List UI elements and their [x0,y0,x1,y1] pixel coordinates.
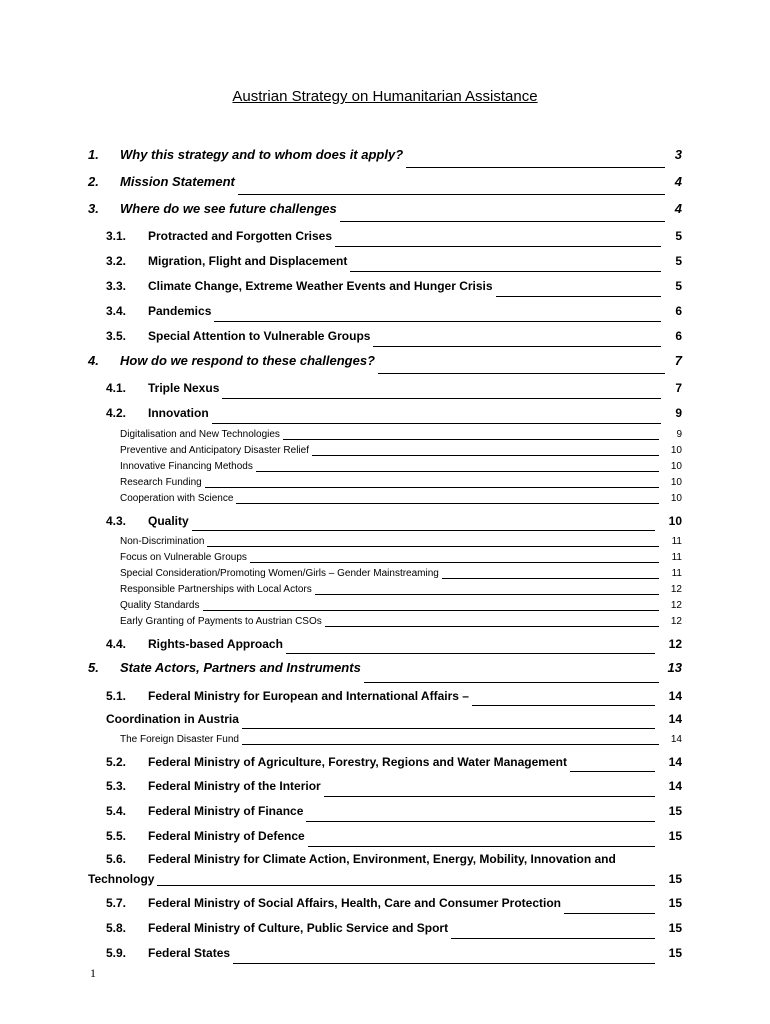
toc-label: Federal Ministry of Agriculture, Forestry, Regions and Water Management [148,755,567,769]
toc-page: 11 [671,568,682,579]
toc-entry-5-3[interactable] [88,775,682,800]
toc-page: 9 [676,429,682,440]
toc-entry-3[interactable] [88,198,682,225]
toc-page: 6 [675,329,682,343]
toc-label: Innovative Financing Methods [120,461,253,472]
toc-leader [335,246,661,247]
toc-number: 3.5. [106,329,127,343]
toc-entry-5-4[interactable] [88,800,682,825]
toc-number: 5.6. [106,852,127,866]
toc-entry-5-1-a[interactable] [88,732,682,748]
toc-page: 14 [670,734,682,745]
toc-page: 5 [675,279,682,293]
toc-entry-3-1[interactable] [88,225,682,250]
toc-page: 12 [670,584,682,595]
toc-label: Focus on Vulnerable Groups [120,552,247,563]
toc-number: 3. [88,201,99,216]
toc-page: 15 [668,921,682,935]
toc-page: 14 [668,689,682,703]
toc-label: Early Granting of Payments to Austrian CSOs [120,616,322,627]
toc-leader [192,530,655,531]
toc-label: Responsible Partnerships with Local Actors [120,584,312,595]
toc-leader [214,321,661,322]
toc-number: 5. [88,660,99,675]
toc-leader [378,373,665,374]
toc-entry-line [88,869,682,889]
toc-entry-5-9[interactable] [88,942,682,967]
toc-entry-4-3-e[interactable] [88,598,682,614]
toc-leader [306,821,655,822]
toc-page: 3 [674,147,682,162]
toc-leader [286,653,655,654]
toc-leader [256,471,659,472]
toc-page: 9 [675,406,682,420]
toc-entry-line [106,850,682,869]
toc-page: 12 [670,616,682,627]
toc-leader [350,271,661,272]
toc-label: Digitalisation and New Technologies [120,429,280,440]
toc-page: 10 [670,493,682,504]
toc-entry-5[interactable] [88,657,682,686]
toc-label: Special Attention to Vulnerable Groups [148,329,371,343]
toc-leader [207,546,659,547]
toc-leader [308,846,655,847]
toc-page: 15 [668,946,682,960]
toc-page: 4 [674,174,682,189]
toc-entry-3-5[interactable] [88,325,682,350]
toc-entry-3-4[interactable] [88,300,682,325]
toc-page: 5 [675,254,682,268]
toc-entry-5-1[interactable] [88,686,682,709]
toc-leader [242,744,659,745]
toc-label: Climate Change, Extreme Weather Events and Hunger Crisis [148,279,493,293]
toc-page: 5 [675,229,682,243]
toc-number: 4.1. [106,381,127,395]
toc-leader [212,423,661,424]
toc-leader [472,705,655,706]
toc-number: 3.1. [106,229,127,243]
toc-number: 2. [88,174,99,189]
toc-number: 3.3. [106,279,127,293]
toc-label: State Actors, Partners and Instruments [120,660,361,675]
toc-page: 10 [670,477,682,488]
toc-page: 11 [671,552,682,563]
toc-page: 15 [668,896,682,910]
toc-leader [283,439,659,440]
toc-label: The Foreign Disaster Fund [120,734,239,745]
toc-entry-4-3-f[interactable] [88,614,682,630]
toc-entry-5-5[interactable] [88,825,682,850]
toc-page: 14 [668,755,682,769]
toc-label: How do we respond to these challenges? [120,353,375,368]
toc-number: 5.9. [106,946,127,960]
toc-page: 6 [675,304,682,318]
toc-entry-4[interactable] [88,350,682,377]
toc-leader [325,626,659,627]
toc-leader [205,487,659,488]
toc-leader [564,913,655,914]
toc-page: 7 [675,381,682,395]
toc-entry-4-3[interactable] [88,511,682,534]
toc-leader [157,885,655,886]
toc-label: Quality [148,514,189,528]
toc-leader [203,610,660,611]
toc-entry-5-7[interactable] [88,892,682,917]
toc-leader [312,455,659,456]
toc-label: Federal Ministry of Defence [148,829,305,843]
toc-label: Special Consideration/Promoting Women/Girls – Gender Mainstreaming [120,568,439,579]
toc-entry-4-3-c[interactable] [88,566,682,582]
toc-entry-5-8[interactable] [88,917,682,942]
toc-leader [315,594,659,595]
toc-leader [250,562,659,563]
toc-label: Innovation [148,406,209,420]
table-of-contents [88,144,682,967]
toc-label: Non-Discrimination [120,536,205,547]
toc-label: Pandemics [148,304,212,318]
toc-page: 14 [668,712,682,726]
toc-number: 5.4. [106,804,127,818]
toc-leader [451,938,655,939]
toc-label: Federal Ministry for Climate Action, Environment, Energy, Mobility, Innovation and [148,852,616,866]
toc-entry-4-2[interactable] [88,402,682,427]
toc-number: 5.8. [106,921,127,935]
toc-label: Federal Ministry of Finance [148,804,304,818]
toc-number: 5.1. [106,689,127,703]
toc-leader [238,194,665,195]
toc-entry-4-1[interactable] [88,377,682,402]
toc-number: 4.2. [106,406,127,420]
toc-entry-4-3-a[interactable] [88,534,682,550]
toc-entry-4-3-d[interactable] [88,582,682,598]
document-title: Austrian Strategy on Humanitarian Assistance [232,88,538,105]
toc-label: Federal Ministry of Culture, Public Service and Sport [148,921,449,935]
toc-entry-5-2[interactable] [88,752,682,775]
toc-label: Federal Ministry for European and International Affairs – [148,689,469,703]
toc-number: 5.7. [106,896,127,910]
toc-leader [496,296,661,297]
toc-label: Triple Nexus [148,381,220,395]
toc-page: 10 [668,514,682,528]
toc-label: Why this strategy and to whom does it apply? [120,147,404,162]
toc-number: 5.5. [106,829,127,843]
toc-entry-4-2-c[interactable] [88,459,682,475]
toc-page: 15 [668,829,682,843]
toc-entry-4-4[interactable] [88,634,682,657]
toc-entry-5-6[interactable] [88,850,682,892]
toc-number: 4.3. [106,514,127,528]
toc-label: Protracted and Forgotten Crises [148,229,333,243]
toc-leader [340,221,665,222]
toc-label: Coordination in Austria [106,712,239,726]
toc-entry-2[interactable] [88,171,682,198]
toc-label: Mission Statement [120,174,235,189]
toc-leader [233,963,655,964]
toc-leader [242,728,655,729]
toc-leader [222,398,661,399]
toc-number: 1. [88,147,99,162]
toc-entry-3-3[interactable] [88,275,682,300]
toc-entry-4-2-d[interactable] [88,475,682,491]
toc-page: 7 [674,353,682,368]
toc-label: Federal Ministry of the Interior [148,779,321,793]
toc-entry-4-2-a[interactable] [88,427,682,443]
toc-entry-4-3-b[interactable] [88,550,682,566]
toc-page: 4 [674,201,682,216]
toc-page: 10 [670,461,682,472]
toc-page: 12 [668,637,682,651]
toc-page: 13 [667,660,682,675]
toc-label: Cooperation with Science [120,493,234,504]
toc-label-continued: Technology [88,872,155,886]
toc-label: Rights-based Approach [148,637,283,651]
toc-number: 4. [88,353,99,368]
toc-number: 5.3. [106,779,127,793]
toc-number: 5.2. [106,755,127,769]
toc-page: 10 [670,445,682,456]
toc-leader [364,682,659,683]
toc-page: 15 [668,872,682,886]
toc-leader [373,346,661,347]
toc-label: Preventive and Anticipatory Disaster Relief [120,445,309,456]
toc-label: Federal States [148,946,231,960]
toc-leader [406,167,665,168]
toc-page: 11 [671,536,682,547]
toc-entry-4-2-e[interactable] [88,491,682,507]
toc-page: 12 [670,600,682,611]
toc-leader [442,578,659,579]
toc-leader [570,771,655,772]
toc-page: 15 [668,804,682,818]
toc-leader [324,796,655,797]
toc-entry-3-2[interactable] [88,250,682,275]
toc-number: 3.4. [106,304,127,318]
page-number: 1 [90,966,96,980]
toc-entry-1[interactable] [88,144,682,171]
toc-label: Federal Ministry of Social Affairs, Health, Care and Consumer Protection [148,896,561,910]
toc-entry-4-2-b[interactable] [88,443,682,459]
toc-number: 3.2. [106,254,127,268]
toc-label: Quality Standards [120,600,200,611]
toc-label: Migration, Flight and Displacement [148,254,348,268]
toc-leader [236,503,659,504]
toc-entry-5-1-continued[interactable] [88,709,682,732]
toc-label: Where do we see future challenges [120,201,337,216]
toc-page: 14 [668,779,682,793]
toc-number: 4.4. [106,637,127,651]
toc-label: Research Funding [120,477,202,488]
